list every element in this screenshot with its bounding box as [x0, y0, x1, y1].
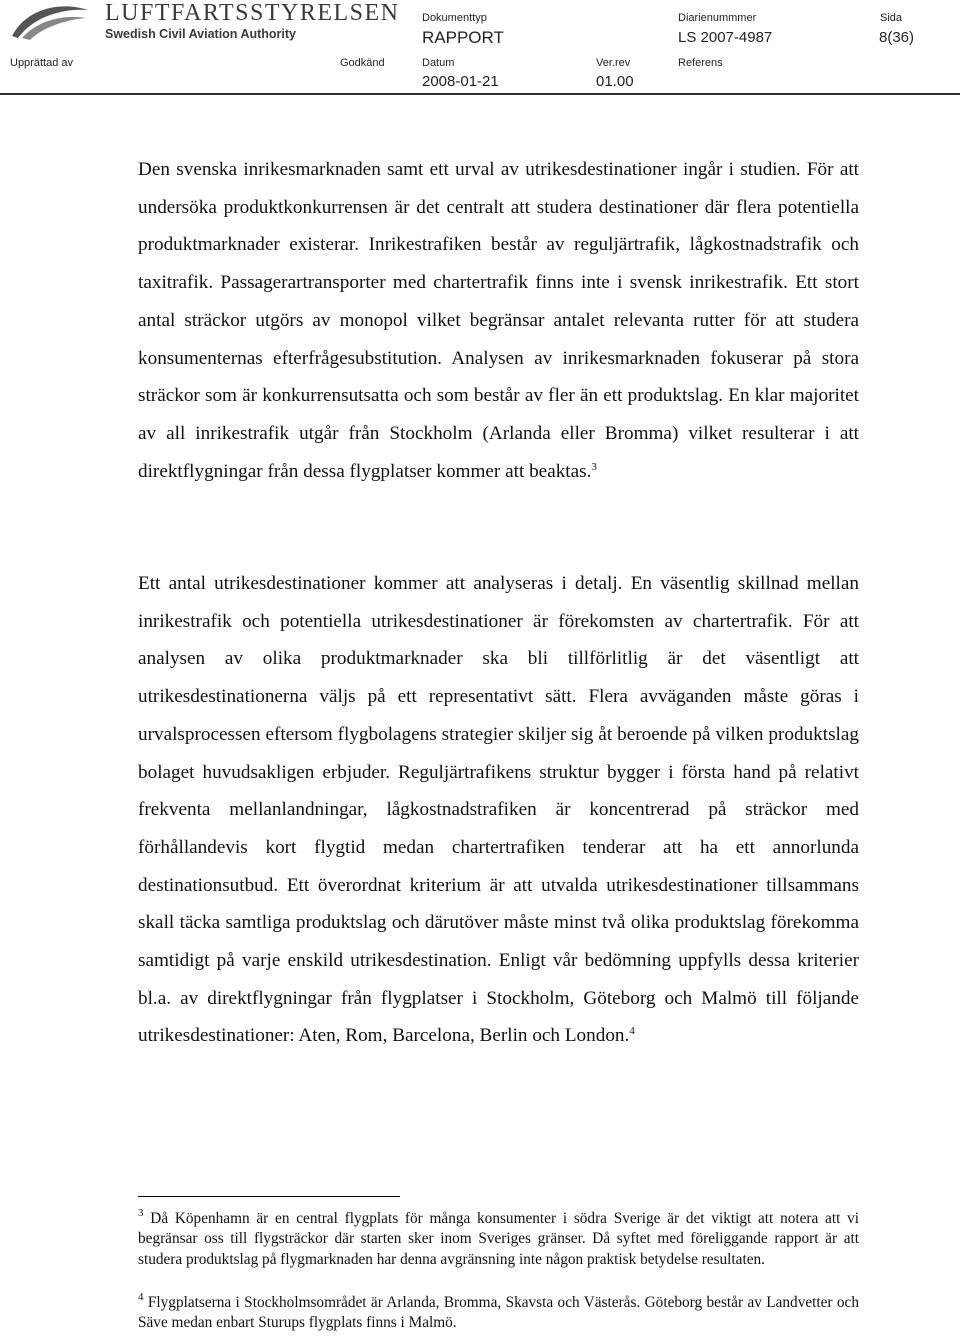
logo-subtitle: Swedish Civil Aviation Authority: [105, 27, 296, 41]
footnote-divider: [138, 1196, 400, 1197]
footnote-ref-4[interactable]: 4: [629, 1025, 635, 1038]
page-number: 8(36): [879, 29, 915, 46]
footnote-4: [138, 1293, 859, 1334]
paragraph-1-text: Den svenska inrikesmarknaden samt ett urval av utrikesdestinationer ingår i studien. För att undersöka produktkonkurrensen är det centralt att studera destinationer där flera potentiella produktmarknader existerar. Inrikestrafiken består av reguljärtrafik, lågkostnadstrafik och taxitrafik. Passagerartransporter med chartertrafik finns inte i svensk inrikestrafik. Ett stort antal sträckor utgörs av monopol vilket begränsar antalet relevanta rutter för att studera konsumenternas efterfrågesubstitution. Analysen av inrikesmarknaden fokuserar på stora sträckor som är konkurrensutsatta och som består av fler än ett produktslag. En klar majoritet av all inrikestrafik utgår från Stockholm (Arlanda eller Bromma) vilket resulterar i att direktflygningar från dessa flygplatser kommer att beaktas.: [138, 159, 859, 482]
regnum-label: Diarienummmer: [678, 12, 757, 24]
date-label: Datum: [422, 57, 455, 69]
prepared-label: Upprättad av: [10, 57, 73, 69]
footnote-3: [138, 1209, 859, 1270]
rev-label: Ver.rev: [596, 57, 631, 69]
footnote-3-number: 3: [138, 1207, 144, 1219]
footnote-ref-3[interactable]: 3: [591, 460, 597, 473]
page-label: Sida: [880, 12, 903, 24]
footnote-3-text: Då Köpenhamn är en central flygplats för många konsumenter i södra Sverige är det viktigt att notera att vi begränsar oss till flygsträckor där starten sker inom Sveriges gränser. Då syftet med föreliggande rapport är att studera produktslag på flygmarknaden har denna avgränsning inte någon praktisk betydelse resultaten.: [138, 1210, 859, 1268]
footnote-4-number: 4: [138, 1291, 144, 1303]
footnote-4-text: Flygplatserna i Stockholmsområdet är Arlanda, Bromma, Skavsta och Västerås. Göteborg består av Landvetter och Säve medan enbart Sturups flygplats finns i Malmö.: [138, 1294, 859, 1332]
date-value: 2008-01-21: [422, 73, 499, 90]
regnum-value: LS 2007-4987: [678, 29, 773, 46]
rev-value: 01.00: [596, 73, 634, 90]
logo-mark-icon: [8, 2, 92, 42]
logo-title: LUFTFARTSSTYRELSEN: [105, 0, 400, 26]
paragraph-1: [138, 151, 859, 490]
doctype-label: Dokumenttyp: [422, 12, 487, 24]
doctype-value: RAPPORT: [422, 28, 504, 47]
paragraph-2-text: Ett antal utrikesdestinationer kommer att analyseras i detalj. En väsentlig skillnad mellan inrikestrafik och potentiella utrikesdestinationer är förekomsten av chartertrafik. För att analysen av olika produktmarknader ska bli tillförlitlig är det väsentligt att utrikesdestinationerna väljs på ett representativt sätt. Flera avväganden måste göras i urvalsprocessen eftersom flygbolagens strategier skiljer sig åt beroende på vilken produktslag bolaget huvudsakligen erbjuder. Reguljärtrafikens struktur bygger i första hand på relativt frekventa mellanlandningar, lågkostnadstrafiken är koncentrerad på sträckor med förhållandevis kort flygtid medan chartertrafiken tenderar att ha ett annorlunda destinationsutbud. Ett överordnat kriterium är att utvalda utrikesdestinationer tillsammans skall täcka samtliga produktslag och därutöver måste minst två olika produktslag förekomma samtidigt på varje enskild utrikesdestination. Enligt vår bedömning uppfylls dessa kriterier bl.a. av direktflygningar från flygplatser i Stockholm, Göteborg och Malmö till följande utrikesdestinationer: Aten, Rom, Barcelona, Berlin och London.: [138, 573, 859, 1047]
paragraph-2: [138, 565, 859, 1055]
approved-label: Godkänd: [340, 57, 385, 69]
header-divider: [0, 93, 960, 95]
authority-logo: [8, 0, 398, 46]
document-header: [0, 0, 960, 96]
reference-label: Referens: [678, 57, 723, 69]
